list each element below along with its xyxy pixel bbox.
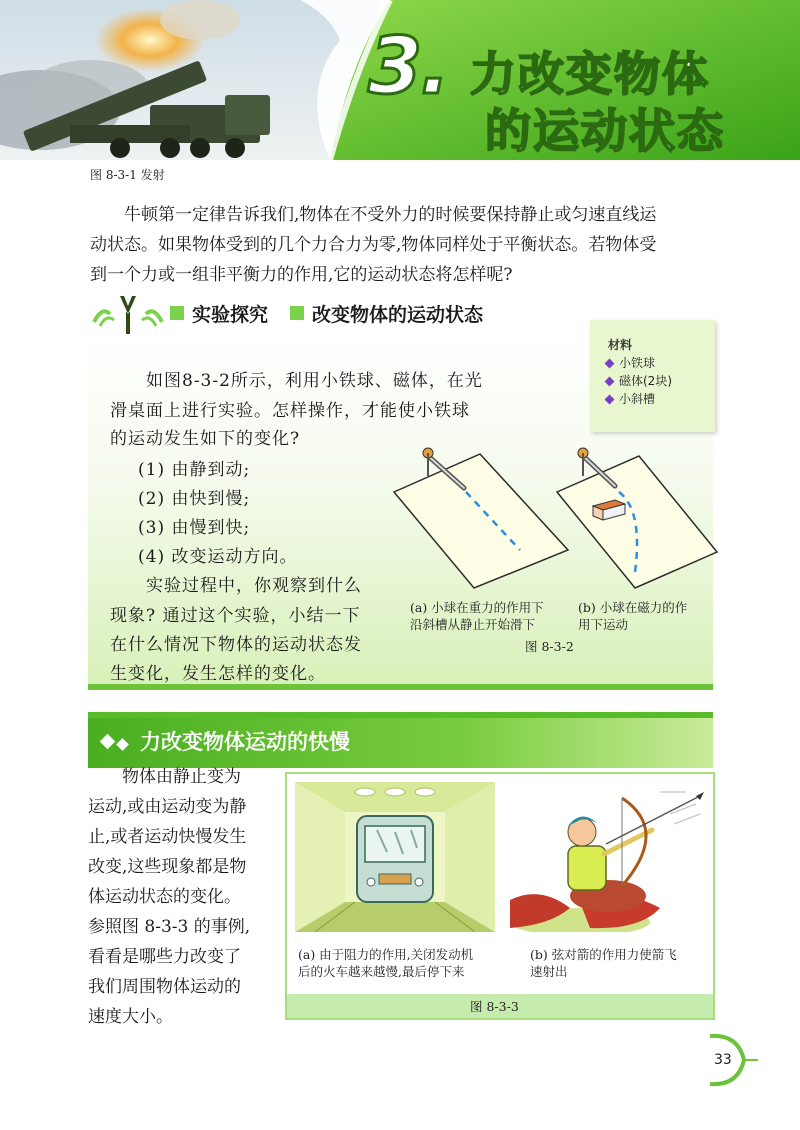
materials-note — [590, 320, 715, 432]
material-item — [606, 390, 655, 407]
experiment-text-line: 在什么情况下物体的运动状态发 — [110, 635, 362, 655]
caption-line: 速射出 — [530, 964, 568, 979]
experiment-text-line: 滑桌面上进行实验。怎样操作，才能使小铁球 — [110, 401, 470, 421]
figure-8-3-2b-caption — [578, 599, 687, 633]
experiment-text-line: 如图8-3-2所示，利用小铁球、磁体，在光 — [146, 371, 483, 391]
label-square-icon — [290, 306, 304, 320]
figure-8-3-2b-magnet — [555, 440, 720, 590]
chapter-number: 3. — [368, 22, 448, 112]
figure-8-3-2a-incline — [392, 440, 572, 590]
figure-8-3-2a-caption — [410, 599, 544, 633]
experiment-text-line: 生变化，发生怎样的变化。 — [110, 664, 326, 684]
material-label: 小铁球 — [619, 356, 656, 370]
rocket-launcher-photo — [0, 0, 380, 160]
caption-line: (a) 小球在重力的作用下 — [410, 600, 544, 615]
body-line: 改变,这些现象都是物 — [88, 857, 247, 877]
experiment-text-line: 实验过程中，你观察到什么 — [146, 576, 362, 596]
body-line: 物体由静止变为 — [122, 767, 241, 787]
material-item — [606, 372, 672, 389]
section-title: 力改变物体运动的快慢 — [140, 730, 350, 754]
figure-8-3-3b-archer — [510, 790, 705, 932]
intro-line: 到一个力或一组非平衡力的作用,它的运动状态将怎样呢? — [90, 265, 513, 285]
body-line: 参照图 8-3-3 的事例, — [88, 917, 251, 937]
page-title-line1: 力改变物体 — [470, 47, 710, 101]
experiment-text-line: 现象? 通过这个实验，小结一下 — [110, 606, 361, 626]
figure-caption-8-3-1: 图 8-3-1 发射 — [90, 168, 165, 182]
figure-8-3-3a-train — [295, 782, 495, 932]
body-line: 运动,或由运动变为静 — [88, 797, 247, 817]
section-body — [88, 762, 278, 1032]
experiment-topic: 改变物体的运动状态 — [312, 304, 484, 326]
caption-line: 沿斜槽从静止开始滑下 — [410, 617, 536, 632]
body-line: 止,或者运动快慢发生 — [88, 827, 247, 847]
bullet-diamond-icon — [605, 395, 615, 405]
body-line: 体运动状态的变化。 — [88, 887, 241, 907]
material-label: 小斜槽 — [619, 392, 656, 406]
bullet-diamond-icon — [605, 377, 615, 387]
figure-8-3-3b-caption — [530, 946, 677, 980]
experiment-step: (2) 由快到慢; — [138, 489, 251, 509]
intro-paragraph — [90, 200, 656, 290]
intro-line: 动状态。如果物体受到的几个力合力为零,物体同样处于平衡状态。若物体受 — [90, 235, 657, 255]
material-item — [606, 354, 655, 371]
caption-line: 后的火车越来越慢,最后停下来 — [298, 964, 465, 979]
materials-title: 材料 — [608, 338, 633, 352]
experiment-text-line: 的运动发生如下的变化? — [110, 429, 301, 449]
figure-8-3-3a-caption — [298, 946, 473, 980]
caption-line: (a) 由于阻力的作用,关闭发动机 — [298, 947, 474, 962]
label-square-icon — [170, 306, 184, 320]
body-line: 我们周围物体运动的 — [88, 977, 241, 997]
caption-line: (b) 小球在磁力的作 — [578, 600, 688, 615]
caption-line: 用下运动 — [578, 617, 629, 632]
figure-8-3-2-label: 图 8-3-2 — [525, 639, 574, 654]
body-line: 看看是哪些力改变了 — [88, 947, 241, 967]
page-number: 33 — [714, 1052, 732, 1068]
experiment-step: (3) 由慢到快; — [138, 518, 251, 538]
experiment-label: 实验探究 — [192, 304, 269, 326]
page-title-line2: 的运动状态 — [485, 104, 725, 158]
material-label: 磁体(2块) — [619, 374, 672, 388]
body-line: 速度大小。 — [88, 1007, 173, 1027]
experiment-box-bottom-rule — [88, 684, 713, 690]
experiment-step: (1) 由静到动; — [138, 460, 251, 480]
bullet-diamond-icon — [605, 359, 615, 369]
experiment-icon — [88, 292, 168, 336]
figure-8-3-3-label: 图 8-3-3 — [470, 999, 519, 1014]
experiment-step: (4) 改变运动方向。 — [138, 547, 298, 567]
caption-line: (b) 弦对箭的作用力使箭飞 — [530, 947, 677, 962]
intro-line: 牛顿第一定律告诉我们,物体在不受外力的时候要保持静止或匀速直线运 — [124, 205, 657, 225]
chapter-header — [0, 0, 800, 160]
